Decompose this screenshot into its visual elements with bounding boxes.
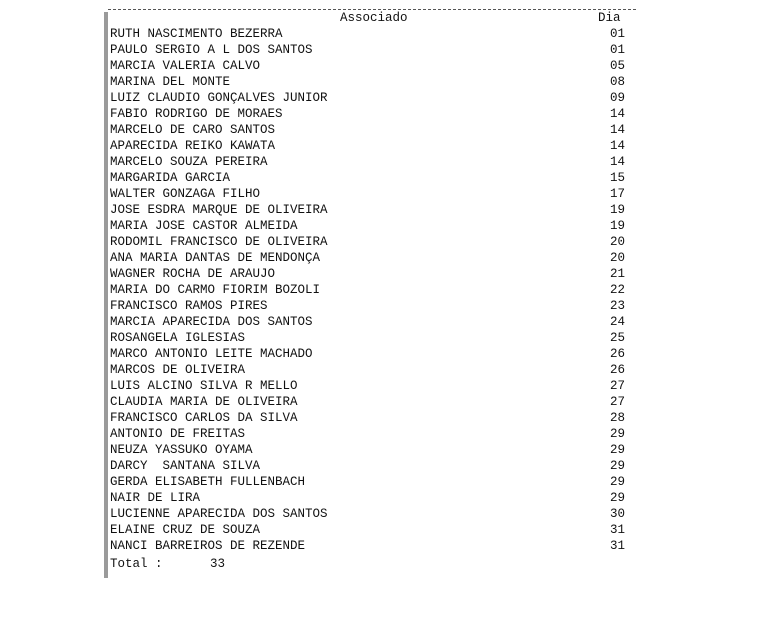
associate-name: MARCO ANTONIO LEITE MACHADO [110, 347, 313, 361]
birthday-day: 30 [610, 507, 626, 521]
birthday-day: 14 [610, 107, 626, 121]
associate-name: MARCIA APARECIDA DOS SANTOS [110, 315, 313, 329]
birthday-day: 29 [610, 443, 626, 457]
birthday-day: 22 [610, 283, 626, 297]
birthday-day: 26 [610, 347, 626, 361]
birthday-day: 14 [610, 155, 626, 169]
associate-name: MARCIA VALERIA CALVO [110, 59, 261, 73]
list-item [110, 378, 636, 394]
associate-name: CLAUDIA MARIA DE OLIVEIRA [110, 395, 298, 409]
list-item [110, 26, 636, 42]
list-item [110, 186, 636, 202]
birthday-day: 17 [610, 187, 626, 201]
birthday-day: 20 [610, 235, 626, 249]
column-header-dia: Dia [598, 11, 621, 25]
associate-name: PAULO SERGIO A L DOS SANTOS [110, 43, 313, 57]
list-item [110, 538, 636, 554]
list-item [110, 266, 636, 282]
birthday-day: 27 [610, 379, 626, 393]
birthday-day: 20 [610, 251, 626, 265]
birthday-day: 21 [610, 267, 626, 281]
birthday-day: 08 [610, 75, 626, 89]
list-item [110, 442, 636, 458]
birthday-day: 05 [610, 59, 626, 73]
associate-name: APARECIDA REIKO KAWATA [110, 139, 276, 153]
list-item [110, 74, 636, 90]
associate-name: FRANCISCO RAMOS PIRES [110, 299, 268, 313]
total-line [110, 555, 636, 573]
associate-name: NAIR DE LIRA [110, 491, 201, 505]
birthday-day: 14 [610, 123, 626, 137]
list-item [110, 426, 636, 442]
list-item [110, 170, 636, 186]
associate-name: MARIA DO CARMO FIORIM BOZOLI [110, 283, 321, 297]
birthday-day: 29 [610, 475, 626, 489]
associate-name: WALTER GONZAGA FILHO [110, 187, 261, 201]
birthday-day: 31 [610, 523, 626, 537]
birthday-day: 29 [610, 491, 626, 505]
list-item [110, 154, 636, 170]
birthday-day: 01 [610, 27, 626, 41]
associate-list [110, 26, 636, 554]
list-item [110, 218, 636, 234]
associate-name: MARIA JOSE CASTOR ALMEIDA [110, 219, 298, 233]
birthday-day: 27 [610, 395, 626, 409]
birthday-day: 29 [610, 427, 626, 441]
associate-name: RODOMIL FRANCISCO DE OLIVEIRA [110, 235, 328, 249]
associate-name: FABIO RODRIGO DE MORAES [110, 107, 283, 121]
birthday-day: 28 [610, 411, 626, 425]
list-item [110, 250, 636, 266]
list-item [110, 346, 636, 362]
column-header-associado: Associado [340, 11, 408, 25]
list-item [110, 90, 636, 106]
list-item [110, 522, 636, 538]
associate-name: ANTONIO DE FREITAS [110, 427, 246, 441]
list-item [110, 458, 636, 474]
birthday-day: 01 [610, 43, 626, 57]
total-label: Total : [110, 557, 163, 571]
associate-name: LUIZ CLAUDIO GONÇALVES JUNIOR [110, 91, 328, 105]
associate-name: RUTH NASCIMENTO BEZERRA [110, 27, 283, 41]
list-item [110, 58, 636, 74]
birthday-day: 24 [610, 315, 626, 329]
list-item [110, 138, 636, 154]
list-item [110, 282, 636, 298]
birthday-day: 19 [610, 219, 626, 233]
associate-name: JOSE ESDRA MARQUE DE OLIVEIRA [110, 203, 328, 217]
list-item [110, 314, 636, 330]
associate-name: NEUZA YASSUKO OYAMA [110, 443, 253, 457]
associate-name: MARINA DEL MONTE [110, 75, 231, 89]
associate-name: LUIS ALCINO SILVA R MELLO [110, 379, 298, 393]
left-margin-bar [104, 12, 108, 578]
birthday-day: 19 [610, 203, 626, 217]
list-item [110, 506, 636, 522]
list-item [110, 330, 636, 346]
list-item [110, 394, 636, 410]
birthday-day: 26 [610, 363, 626, 377]
associate-name: DARCY SANTANA SILVA [110, 459, 261, 473]
associate-name: MARCELO DE CARO SANTOS [110, 123, 276, 137]
birthday-report [110, 4, 636, 573]
birthday-day: 14 [610, 139, 626, 153]
list-item [110, 490, 636, 506]
list-item [110, 234, 636, 250]
birthday-day: 09 [610, 91, 626, 105]
list-item [110, 106, 636, 122]
list-item [110, 202, 636, 218]
associate-name: ANA MARIA DANTAS DE MENDONÇA [110, 251, 321, 265]
associate-name: GERDA ELISABETH FULLENBACH [110, 475, 306, 489]
birthday-day: 25 [610, 331, 626, 345]
associate-name: LUCIENNE APARECIDA DOS SANTOS [110, 507, 328, 521]
list-item [110, 122, 636, 138]
list-item [110, 298, 636, 314]
associate-name: MARCELO SOUZA PEREIRA [110, 155, 268, 169]
list-item [110, 474, 636, 490]
list-item [110, 42, 636, 58]
birthday-day: 31 [610, 539, 626, 553]
birthday-day: 23 [610, 299, 626, 313]
total-value: 33 [210, 557, 226, 571]
associate-name: NANCI BARREIROS DE REZENDE [110, 539, 306, 553]
list-item [110, 362, 636, 378]
associate-name: MARGARIDA GARCIA [110, 171, 231, 185]
associate-name: WAGNER ROCHA DE ARAUJO [110, 267, 276, 281]
associate-name: MARCOS DE OLIVEIRA [110, 363, 246, 377]
associate-name: ROSANGELA IGLESIAS [110, 331, 246, 345]
birthday-day: 15 [610, 171, 626, 185]
list-item [110, 410, 636, 426]
birthday-day: 29 [610, 459, 626, 473]
associate-name: FRANCISCO CARLOS DA SILVA [110, 411, 298, 425]
report-header [110, 10, 636, 26]
associate-name: ELAINE CRUZ DE SOUZA [110, 523, 261, 537]
